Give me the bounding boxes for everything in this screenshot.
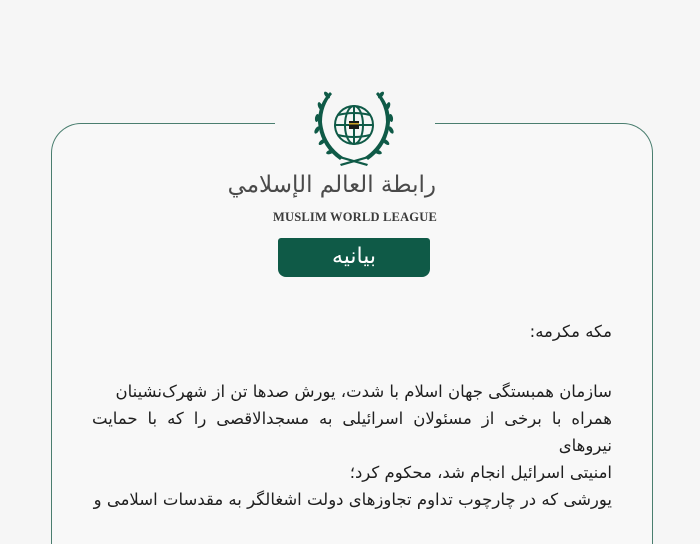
body-line: سازمان همبستگی جهان اسلام با شدت، یورش صدها تن از شهرک‌نشینان — [115, 382, 612, 401]
globe-wreath-kaaba-icon — [310, 86, 400, 166]
place-line: مکه مکرمه: — [529, 322, 612, 341]
statement-badge: بیانیه — [278, 238, 430, 277]
body-line: همراه با برخی از مسئولان اسرائیلی به مسجدالاقصی را که با حمایت نیروهای — [92, 409, 612, 455]
body-line: یورشی که در چارچوب تداوم تجاوزهای دولت اشغالگر به مقدسات اسلامی و — [93, 490, 612, 509]
body-line: امنیتی اسرائیل انجام شد، محکوم کرد؛ — [349, 463, 612, 482]
org-name-english: MUSLIM WORLD LEAGUE — [272, 210, 437, 224]
org-name-arabic: رابطة العالم الإسلامي — [227, 172, 436, 198]
statement-body — [92, 378, 612, 513]
